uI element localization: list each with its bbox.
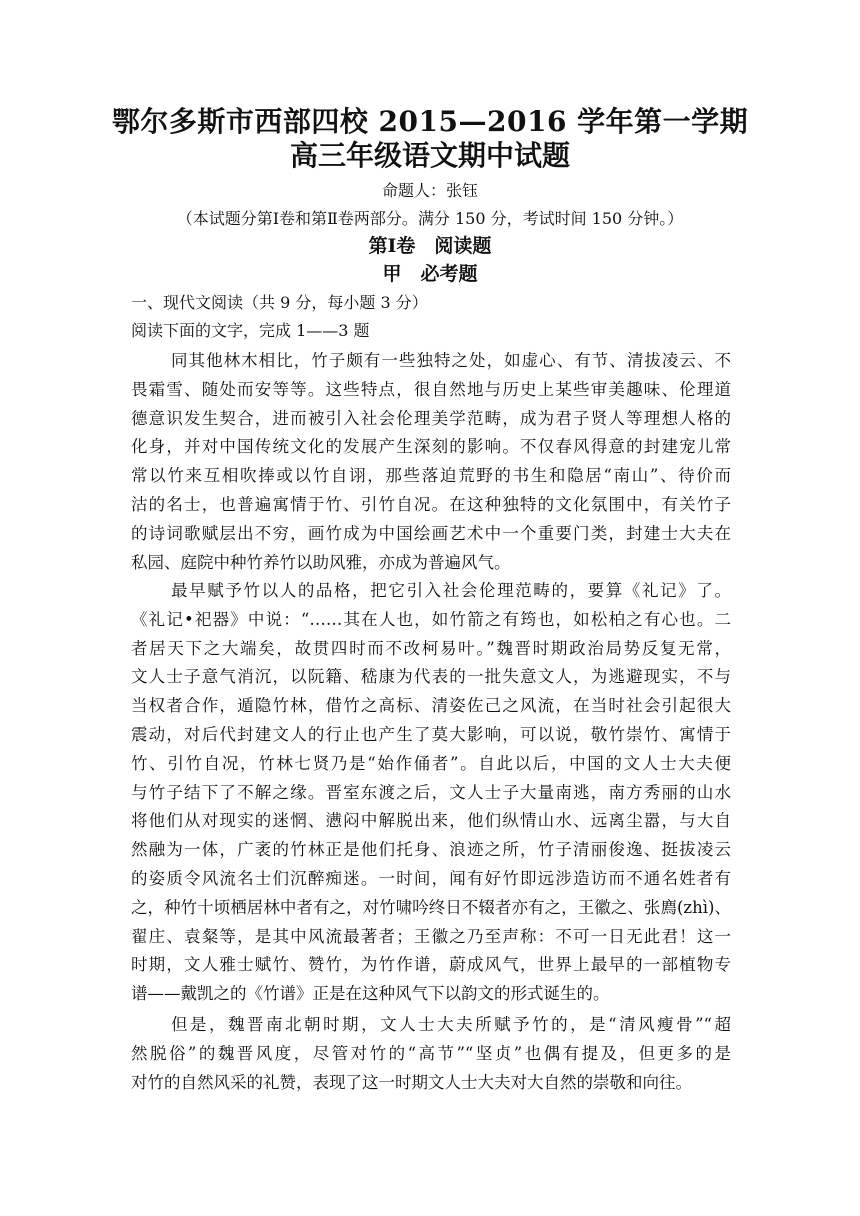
text-line: 常以竹来互相吹捧或以竹自诩，那些落迫荒野的书生和隐居“南山”、待价而: [131, 466, 731, 486]
paragraph-1: [131, 347, 731, 577]
text-line: 但是，魏晋南北朝时期，文人士大夫所赋予竹的，是“清风瘦骨”“超: [171, 1015, 731, 1034]
text-line: 将他们从对现实的迷惘、懑闷中解脱出来，他们纵情山水、远离尘嚣，与大自: [131, 811, 731, 831]
text-line: 谱——戴凯之的《竹谱》正是在这种风气下以韵文的形式诞生的。: [131, 984, 610, 1004]
text-line: 德意识发生契合，进而被引入社会伦理美学范畴，成为君子贤人等理想人格的: [131, 408, 731, 428]
text-line: 同其他林木相比，竹子颇有一些独特之处，如虚心、有节、清拔凌云、不: [171, 351, 731, 370]
text-line: 对竹的自然风采的礼赞，表现了这一时期文人士大夫对大自然的崇敬和向往。: [131, 1072, 692, 1092]
text-line: 震动，对后代封建文人的行止也产生了莫大影响，可以说，敬竹崇竹、寓情于: [131, 724, 731, 744]
section-heading: 一、现代文阅读（共 9 分，每小题 3 分）: [131, 293, 428, 312]
text-line: 化身，并对中国传统文化的发展产生深刻的影响。不仅春风得意的封建宠儿常: [131, 437, 731, 457]
paragraph-3: [131, 1011, 731, 1097]
paragraph-2: [131, 577, 731, 1009]
text-line: 者居天下之大端矣，故贯四时而不改柯易叶。”魏晋时期政治局势反复无常，: [131, 638, 731, 658]
exam-subtitle: 高三年级语文期中试题: [289, 139, 570, 172]
text-line: 的姿质令风流名士们沉醉痴迷。一时间，闻有好竹即远涉造访而不通名姓者有: [131, 868, 731, 888]
text-line: 翟庄、袁粲等，是其中风流最著者；王徽之乃至声称：不可一日无此君！这一: [131, 926, 731, 946]
text-line: 《礼记•祀器》中说：“……其在人也，如竹箭之有筠也，如松柏之有心也。二: [131, 609, 731, 629]
volume-heading: 第Ⅰ卷 阅读题: [368, 235, 492, 257]
text-line: 与竹子结下了不解之缘。晋室东渡之后，文人士子大量南逃，南方秀丽的山水: [131, 782, 731, 802]
text-line: 然脱俗”的魏晋风度，尽管对竹的“高节”“坚贞”也偶有提及，但更多的是: [131, 1043, 731, 1063]
text-line: 当权者合作，遁隐竹林，借竹之高标、清姿佐己之风流，在当时社会引起很大: [131, 696, 731, 716]
text-line: 沽的名士，也普遍寓情于竹、引竹自况。在这种独特的文化氛围中，有关竹子: [131, 494, 731, 514]
part-heading: 甲 必考题: [382, 263, 478, 285]
section-instruction: 阅读下面的文字，完成 1——3 题: [131, 321, 370, 340]
text-line: 竹、引竹自况，竹林七贤乃是“始作俑者”。自此以后，中国的文人士大夫便: [131, 753, 731, 773]
text-line: 私园、庭院中种竹养竹以助风雅，亦成为普遍风气。: [131, 552, 511, 572]
text-line: 之，种竹十顷栖居林中者有之，对竹啸吟终日不辍者亦有之，王徽之、张廌(zhì)、: [131, 897, 731, 917]
exam-title: 鄂尔多斯市西部四校 2015—2016 学年第一学期: [111, 105, 749, 138]
question-setter: 命题人：张钰: [381, 181, 478, 200]
text-line: 最早赋予竹以人的品格，把它引入社会伦理范畴的，要算《礼记》了。: [171, 581, 731, 600]
text-line: 然融为一体，广袤的竹林正是他们托身、浪迹之所，竹子清丽俊逸、挺拔凌云: [131, 840, 731, 860]
exam-note: （本试题分第Ⅰ卷和第Ⅱ卷两部分。满分 150 分，考试时间 150 分钟。）: [176, 209, 684, 228]
text-line: 时期，文人雅士赋竹、赞竹，为竹作谱，蔚成风气，世界上最早的一部植物专: [131, 955, 731, 975]
text-line: 的诗词歌赋层出不穷，画竹成为中国绘画艺术中一个重要门类，封建士大夫在: [131, 523, 731, 543]
text-line: 畏霜雪、随处而安等等。这些特点，很自然地与历史上某些审美趣味、伦理道: [131, 379, 731, 399]
text-line: 文人士子意气消沉，以阮籍、嵇康为代表的一批失意文人，为逃避现实，不与: [131, 667, 731, 687]
